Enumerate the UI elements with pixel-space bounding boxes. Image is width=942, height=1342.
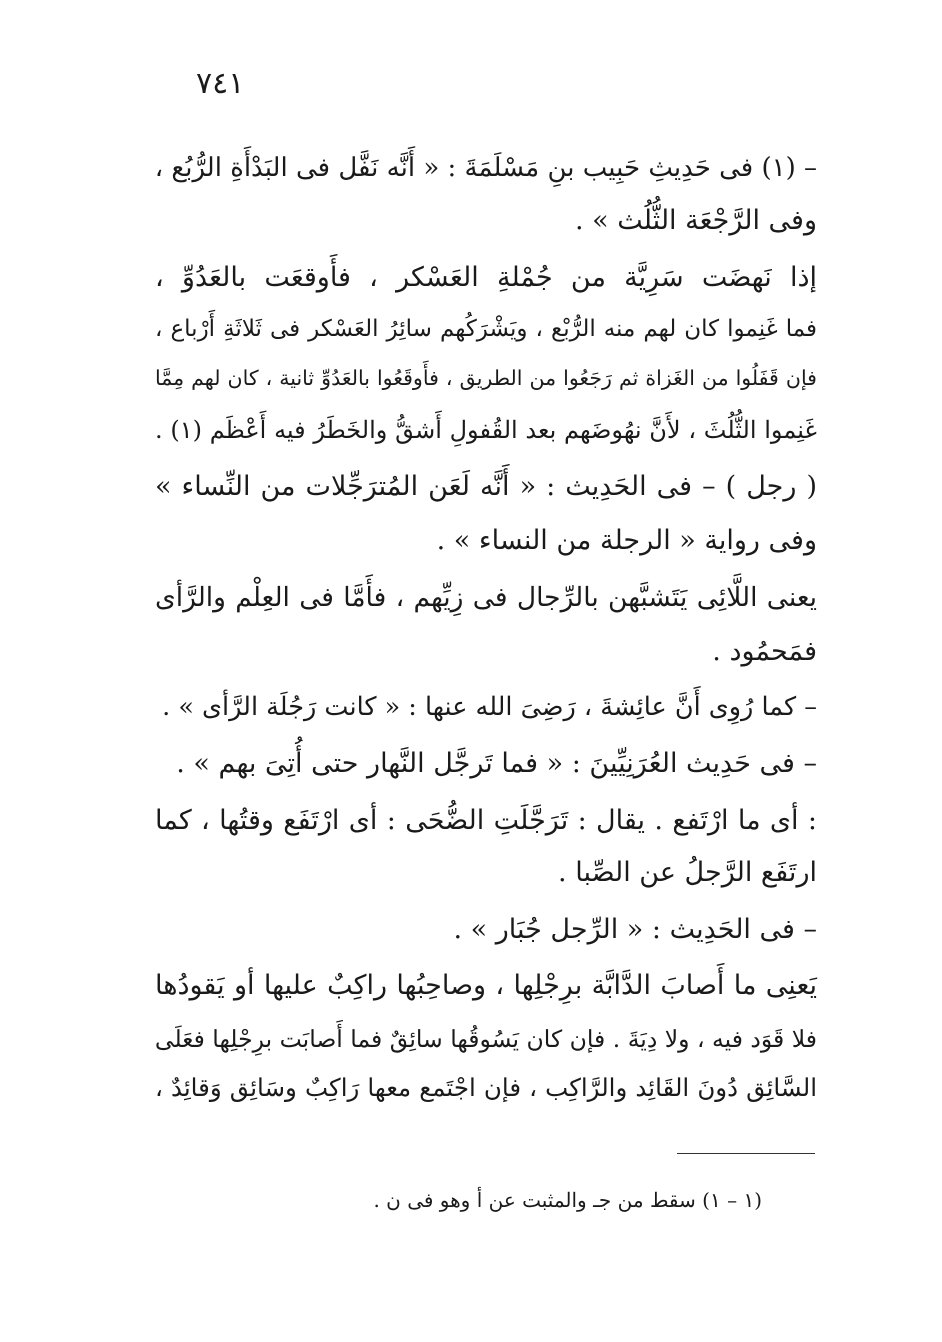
text-line-11: – كما رُوِى أَنَّ عائِشةَ ، رَضِىَ الله عنها : « كانت رَجُلَة الرَّأى » . [162, 692, 817, 722]
text-line-12: – فى حَدِيث العُرَنِيِّينَ : « فما تَرجَّل النَّهار حتى أُتِىَ بهم » . [176, 748, 817, 779]
text-line-17: فلا قَوَد فيه ، ولا دِيَةَ . فإن كان يَسُوقُها سائِقٌ فما أَصابَت برِجْلِها فعَلَى [154, 1025, 817, 1053]
text-line-1: – (١) فى حَدِيثِ حَبِيب بنِ مَسْلَمَةَ : « أَنَّه نَفَّل فى البَدْأَةِ الرُّبُع ، [154, 153, 817, 183]
text-line-5: فإن قَفَلُوا من الغَزاة ثم رَجَعُوا من الطريق ، فأَوقَعُوا بالعَدُوِّ ثانية ، كان لهم مِمَّا [155, 366, 817, 390]
text-line-18: السَّائِق دُونَ القَائِد والرَّاكِب ، فإن اجْتَمع معها رَاكِبٌ وسَائِق وَقائِدٌ ، [155, 1073, 817, 1102]
text-line-13: : أى ما ارْتَفع . يقال : تَرَجَّلَتِ الضُّحَى : أى ارْتَفَع وقتُها ، كما [155, 805, 817, 836]
text-line-2: وفى الرَّجْعَة الثُّلُث » . [574, 205, 817, 236]
text-line-9: يعنى اللَّائِى يَتَشبَّهن بالرِّجال فى زِيِّهم ، فأَمَّا فى العِلْم والرَّأى [155, 582, 817, 613]
text-line-6: غَنِموا الثُّلُثَ ، لأَنَّ نهُوضَهم بعد القُفولِ أَشقُّ والخَطَرُ فيه أَعْظَم (١) . [155, 416, 817, 444]
text-line-16: يَعنِى ما أَصابَ الدَّابَّة برِجْلِها ، وصاحِبُها راكِبٌ عليها أو يَقودُها [155, 970, 817, 1001]
page-number: ٧٤١ [196, 66, 245, 101]
footnote-rule [677, 1153, 815, 1154]
text-line-15: – فى الحَدِيث : « الرِّجل جُبَار » . [453, 914, 817, 945]
text-line-8: وفى رواية « الرجلة من النساء » . [436, 525, 817, 556]
entry-heading-rajul: ( رجل ) – فى الحَدِيث : « أَنَّه لَعَن المُترَجِّلات من النِّساء » [155, 471, 817, 502]
footnote: (١ – ١) سقط من جـ والمثبت عن أ وهو فى ن . [373, 1188, 762, 1212]
text-line-10: فمَحمُود . [712, 636, 817, 667]
text-line-3: إذا نَهضَت سَرِيَّة من جُمْلةِ العَسْكر ، فأَوقعَت بالعَدُوِّ ، [155, 262, 817, 293]
text-line-4: فما غَنِموا كان لهم منه الرُّبْع ، ويَشْرَكُهم سائِرُ العَسْكر فى ثَلاثَةِ أَرْباع ، [155, 316, 817, 342]
text-line-14: ارتَفَع الرَّجلُ عن الصِّبا . [558, 857, 817, 888]
